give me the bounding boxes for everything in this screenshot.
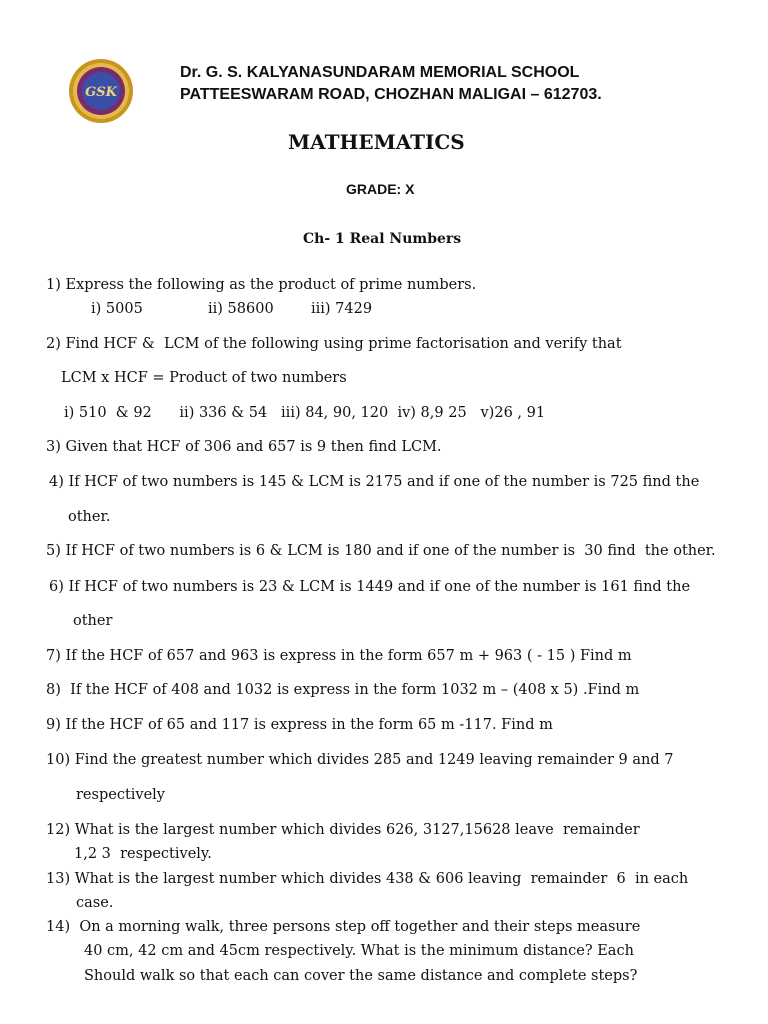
logo-text: GSK xyxy=(85,85,117,100)
question-2-parts: i) 510 & 92 ii) 336 & 54 iii) 84, 90, 120 iv) 8,9 25 v)26 , 91 xyxy=(64,405,546,421)
question-4: 4) If HCF of two numbers is 145 & LCM is 2175 and if one of the number is 725 find the xyxy=(49,474,700,490)
question-9: 9) If the HCF of 65 and 117 is express in the form 65 m -117. Find m xyxy=(46,717,553,733)
school-logo xyxy=(68,58,134,124)
question-6: 6) If HCF of two numbers is 23 & LCM is 1449 and if one of the number is 161 find the xyxy=(49,579,691,595)
question-14: 14) On a morning walk, three persons step off together and their steps measure xyxy=(46,919,641,935)
question-14-line-3: Should walk so that each can cover the same distance and complete steps? xyxy=(84,968,638,984)
question-6-continued: other xyxy=(73,613,113,629)
question-12: 12) What is the largest number which divides 626, 3127,15628 leave remainder xyxy=(46,822,640,838)
school-name: Dr. G. S. KALYANASUNDARAM MEMORIAL SCHOOL xyxy=(180,64,580,81)
question-5: 5) If HCF of two numbers is 6 & LCM is 180 and if one of the number is 30 find the other. xyxy=(46,543,716,559)
question-14-line-2: 40 cm, 42 cm and 45cm respectively. What is the minimum distance? Each xyxy=(84,943,634,959)
school-address: PATTEESWARAM ROAD, CHOZHAN MALIGAI – 612703. xyxy=(180,86,602,103)
question-1-part-iii: iii) 7429 xyxy=(311,301,373,317)
question-4-continued: other. xyxy=(68,509,111,525)
grade-label: GRADE: X xyxy=(346,181,415,197)
question-10-continued: respectively xyxy=(76,787,166,803)
question-1-part-i: i) 5005 xyxy=(91,301,143,317)
question-2: 2) Find HCF & LCM of the following using prime factorisation and verify that xyxy=(46,336,622,352)
question-10: 10) Find the greatest number which divides 285 and 1249 leaving remainder 9 and 7 xyxy=(46,752,674,768)
question-3: 3) Given that HCF of 306 and 657 is 9 then find LCM. xyxy=(46,439,442,455)
subject-title: MATHEMATICS xyxy=(288,130,465,154)
question-1: 1) Express the following as the product of prime numbers. xyxy=(46,277,477,293)
question-12-continued: 1,2 3 respectively. xyxy=(74,846,212,862)
chapter-title: Ch- 1 Real Numbers xyxy=(303,231,462,247)
question-2-verify: LCM x HCF = Product of two numbers xyxy=(61,370,347,386)
question-1-part-ii: ii) 58600 xyxy=(208,301,274,317)
question-7: 7) If the HCF of 657 and 963 is express in the form 657 m + 963 ( - 15 ) Find m xyxy=(46,648,632,664)
question-13: 13) What is the largest number which divides 438 & 606 leaving remainder 6 in each xyxy=(46,871,689,887)
question-8: 8) If the HCF of 408 and 1032 is express in the form 1032 m – (408 x 5) .Find m xyxy=(46,682,640,698)
question-13-continued: case. xyxy=(76,895,114,911)
